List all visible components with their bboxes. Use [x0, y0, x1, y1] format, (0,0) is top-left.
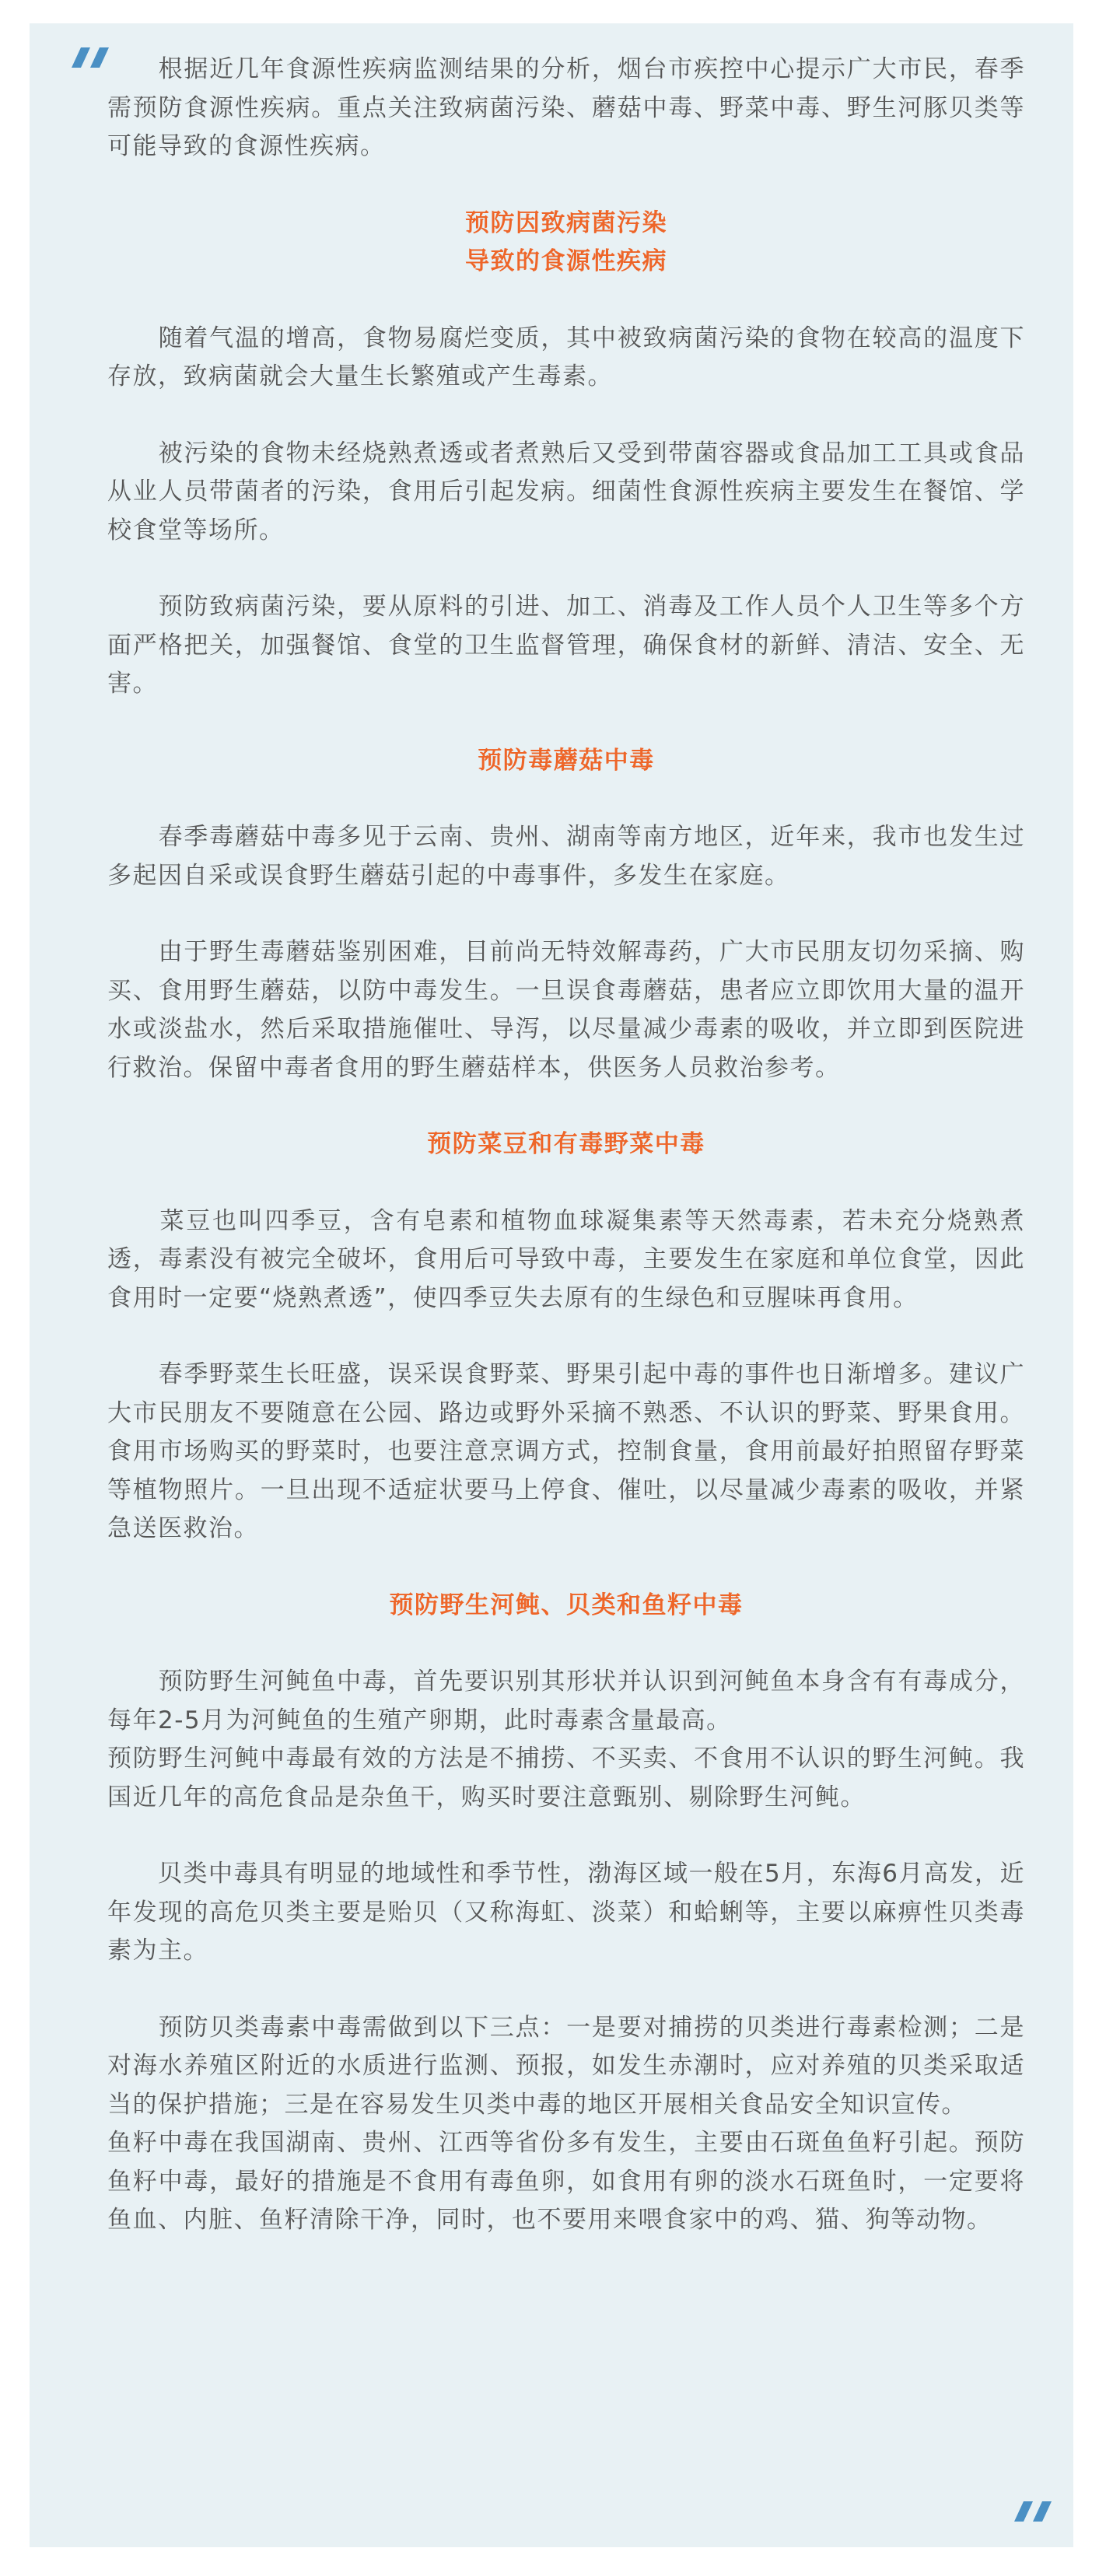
puffer-paragraph-1b: 预防野生河鲀中毒最有效的方法是不捕捞、不买卖、不食用不认识的野生河鲀。我国近几年的高危食品是杂鱼干，购买时要注意甄别、剔除野生河鲀。	[107, 1745, 1025, 1811]
bacteria-paragraph-1: 随着气温的增高，食物易腐烂变质，其中被致病菌污染的食物在较高的温度下存放，致病菌就会大量生长繁殖或产生毒素。	[107, 324, 1025, 390]
section-heading-bacteria-line1: 预防因致病菌污染	[465, 208, 667, 237]
beans-paragraph-2: 春季野菜生长旺盛，误采误食野菜、野果引起中毒的事件也日渐增多。建议广大市民朋友不要随意在公园、路边或野外采摘不熟悉、不认识的野菜、野果食用。食用市场购买的野菜时，也要注意烹调方式，控制食量，食用前最好拍照留存野菜等植物照片。一旦出现不适症状要马上停食、催吐，以尽量减少毒素的吸收，并紧急送医救治。	[107, 1360, 1025, 1542]
beans-paragraph-1: 菜豆也叫四季豆，含有皂素和植物血球凝集素等天然毒素，若未充分烧熟煮透，毒素没有被完全破坏，食用后可导致中毒，主要发生在家庭和单位食堂，因此食用时一定要“烧熟煮透”，使四季豆失去原有的生绿色和豆腥味再食用。	[107, 1206, 1025, 1312]
section-heading-beans: 预防菜豆和有毒野菜中毒	[427, 1130, 705, 1158]
section-heading-bacteria-line2: 导致的食源性疾病	[465, 247, 667, 275]
bacteria-paragraph-2: 被污染的食物未经烧熟煮透或者煮熟后又受到带菌容器或食品加工工具或食品从业人员带菌者的污染，食用后引起发病。细菌性食源性疾病主要发生在餐馆、学校食堂等场所。	[107, 439, 1025, 544]
section-heading-puffer: 预防野生河鲀、贝类和鱼籽中毒	[389, 1591, 744, 1619]
mushroom-paragraph-1: 春季毒蘑菇中毒多见于云南、贵州、湖南等南方地区，近年来，我市也发生过多起因自采或误食野生蘑菇引起的中毒事件，多发生在家庭。	[107, 823, 1025, 890]
bacteria-paragraph-3: 预防致病菌污染，要从原料的引进、加工、消毒及工作人员个人卫生等多个方面严格把关，加强餐馆、食堂的卫生监督管理，确保食材的新鲜、清洁、安全、无害。	[107, 593, 1025, 698]
mushroom-paragraph-2: 由于野生毒蘑菇鉴别困难，目前尚无特效解毒药，广大市民朋友切勿采摘、购买、食用野生蘑菇，以防中毒发生。一旦误食毒蘑菇，患者应立即饮用大量的温开水或淡盐水，然后采取措施催吐、导泻，以尽量减少毒素的吸收，并立即到医院进行救治。保留中毒者食用的野生蘑菇样本，供医务人员救治参考。	[107, 938, 1025, 1082]
shellfish-paragraph: 贝类中毒具有明显的地域性和季节性，渤海区域一般在5月，东海6月高发，近年发现的高危贝类主要是贻贝（又称海虹、淡菜）和蛤蜊等，主要以麻痹性贝类毒素为主。	[107, 1860, 1025, 1965]
puffer-paragraph-1: 预防野生河鲀鱼中毒，首先要识别其形状并认识到河鲀鱼本身含有有毒成分，每年2-5月为河鲀鱼的生殖产卵期，此时毒素含量最高。	[107, 1668, 1025, 1734]
fish-roe-paragraph: 鱼籽中毒在我国湖南、贵州、江西等省份多有发生，主要由石斑鱼鱼籽引起。预防鱼籽中毒，最好的措施是不食用有毒鱼卵，如食用有卵的淡水石斑鱼时，一定要将鱼血、内脏、鱼籽清除干净，同时，也不要用来喂食家中的鸡、猫、狗等动物。	[107, 2129, 1025, 2234]
shellfish-prevention-paragraph: 预防贝类毒素中毒需做到以下三点：一是要对捕捞的贝类进行毒素检测；二是对海水养殖区附近的水质进行监测、预报，如发生赤潮时，应对养殖的贝类采取适当的保护措施；三是在容易发生贝类中毒的地区开展相关食品安全知识宣传。	[107, 2013, 1025, 2119]
section-heading-mushroom: 预防毒蘑菇中毒	[478, 746, 655, 775]
section-heading-bacteria	[107, 205, 1025, 282]
quote-close-icon	[1013, 2497, 1059, 2528]
article-card	[30, 23, 1073, 2547]
intro-paragraph: 根据近几年食源性疾病监测结果的分析，烟台市疾控中心提示广大市民，春季需预防食源性疾病。重点关注致病菌污染、蘑菇中毒、野菜中毒、野生河豚贝类等可能导致的食源性疾病。	[107, 55, 1025, 160]
article-content	[107, 51, 1025, 2240]
